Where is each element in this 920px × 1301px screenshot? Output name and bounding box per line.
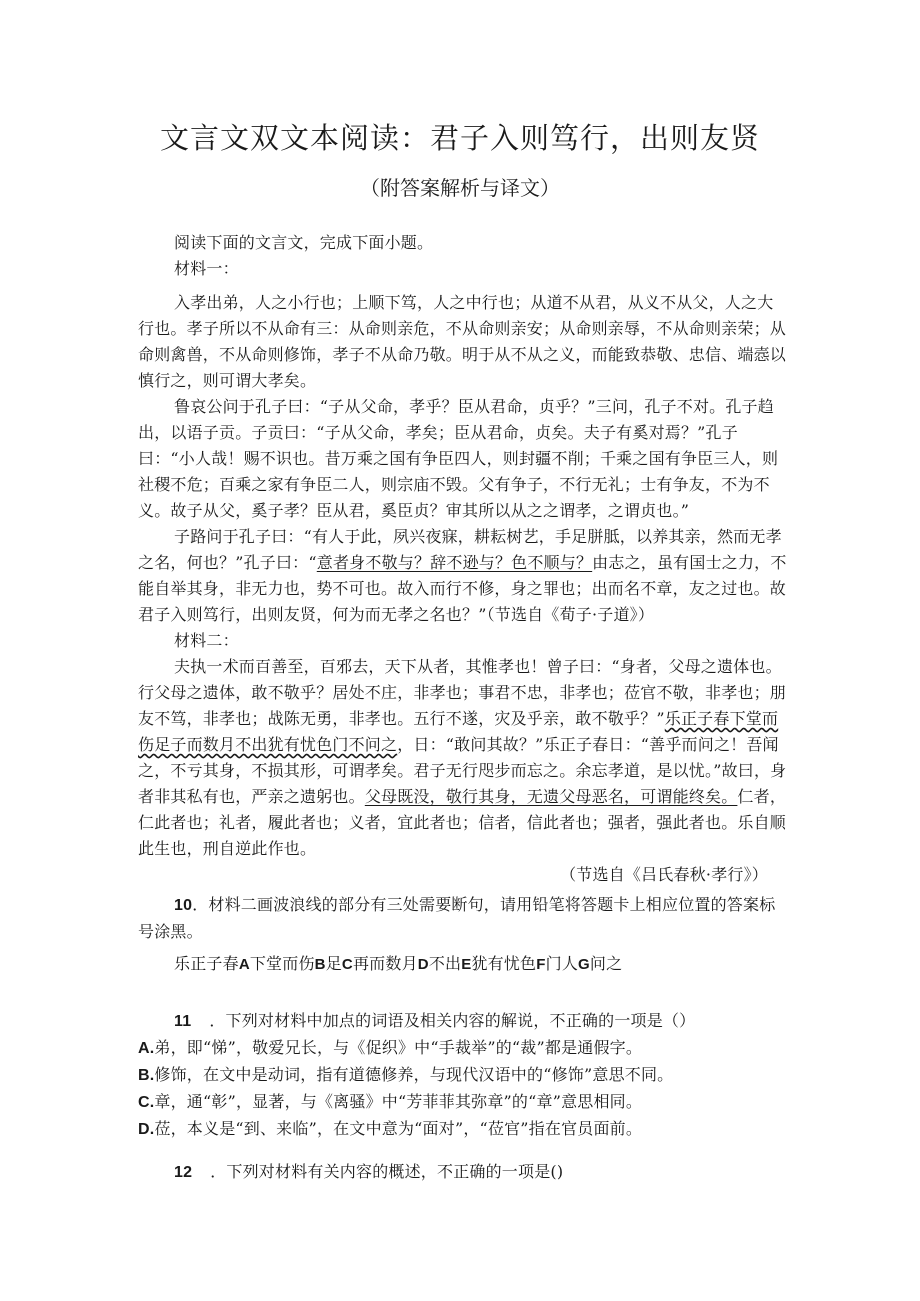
material1-paragraph-1: 入孝出弟，人之小行也；上顺下笃，人之中行也；从道不从君，从义不从父，人之大行也。孝子所以不从命有三：从命则亲危，不从命则亲安；从命则亲辱，不从命则亲荣；从命则禽兽，不从命则修饰，孝子不从命乃敬。明于从不从之义，而能致恭敬、忠信、端悫以慎行之，则可谓大孝矣。: [138, 293, 787, 390]
material2-paragraph-1: [138, 654, 788, 862]
document-title: 文言文双文本阅读：君子入则笃行，出则友贤: [159, 121, 760, 155]
mark-e[interactable]: E: [461, 956, 472, 973]
intro-text: 阅读下面的文言文，完成下面小题。: [174, 233, 434, 252]
seg-1: 乐正子春: [174, 954, 239, 973]
mark-g[interactable]: G: [578, 956, 590, 973]
question-10-text: ．材料二画波浪线的部分有三处需要断句，请用铅笔将答题卡上相应位置的答案标号涂黑。: [138, 895, 776, 941]
question-12: [138, 1159, 788, 1186]
material2-heading: 材料二：: [174, 631, 239, 650]
seg-8: 问之: [589, 954, 623, 973]
material2-p1-wavy-underlined: 乐正子春下堂而伤足子而数月不出犹有忧色门不问之: [138, 709, 779, 754]
material2-p1-text-c: 仁者，仁此者也；礼者，履此者也；义者，宜此者也；信者，信此者也；强者，强此者也。乐自顺此生也，刑自逆此作也。: [138, 787, 787, 858]
question-11-number: 11: [174, 1013, 192, 1030]
mark-c[interactable]: C: [341, 956, 353, 973]
option-c-text: 章，通“彰”，显著，与《离骚》中“芳菲菲其弥章”的“章”意思相同。: [154, 1092, 643, 1111]
seg-7: 门人: [545, 954, 579, 973]
document-subtitle: （附答案解析与译文）: [360, 176, 560, 200]
question-10-sentence: [138, 951, 788, 978]
question-12-number: 12: [174, 1164, 193, 1181]
material2-source: （节选自《吕氏春秋·孝行》）: [560, 865, 768, 884]
seg-5: 不出: [428, 954, 462, 973]
material1-heading: 材料一：: [174, 259, 239, 278]
question-12-text: ．下列对材料有关内容的概述，不正确的一项是(): [210, 1162, 564, 1181]
option-b-text: 修饰，在文中是动词，指有道德修养，与现代汉语中的“修饰”意思不同。: [154, 1065, 674, 1084]
question-11-option-b[interactable]: [138, 1062, 788, 1089]
option-a-label: A.: [138, 1040, 155, 1057]
option-a-text: 弟，即“悌”，敬爱兄长，与《促织》中“手裁举”的“裁”都是通假字。: [154, 1038, 643, 1057]
question-11: [138, 1008, 788, 1035]
material1-p3-underlined: 意者身不敬与？辞不逊与？色不顺与？: [316, 553, 593, 572]
material2-p1-text-b: ，日：“敢问其故？”乐正子春日：“善乎而问之！吾闻之，不亏其身，不损其形，可谓孝矣。君子无行咫步而忘之。余忘孝道，是以忧。”故曰，身者非其私有也，严亲之遗躬也。: [138, 735, 787, 806]
material2-p1-text-a: 夫执一术而百善至，百邪去，天下从者，其惟孝也！曾子曰：“身者，父母之遗体也。行父母之遗体，敢不敬乎？居处不庄，非孝也；事君不忠，非孝也；莅官不敬，非孝也；朋友不笃，非孝也；战陈无勇，非孝也。五行不遂，灾及乎亲，敢不敬乎？”: [138, 657, 787, 728]
mark-f[interactable]: F: [536, 956, 546, 973]
mark-a[interactable]: A: [238, 956, 250, 973]
question-11-option-c[interactable]: [138, 1089, 788, 1116]
seg-3: 足: [325, 954, 342, 973]
question-10: [138, 892, 788, 945]
option-d-text: 莅，本义是“到、来临”，在文中意为“面对”，“莅官”指在官员面前。: [154, 1119, 643, 1138]
seg-2: 下堂而伤: [249, 954, 315, 973]
seg-4: 再而数月: [352, 954, 418, 973]
mark-d[interactable]: D: [417, 956, 429, 973]
material1-p3-text-b: 由志之，虽有国士之力，不能自举其身，非无力也，势不可也。故入而行不修，身之罪也；出而名不章，友之过也。故君子入则笃行，出则友贤，何为而无孝之名也？”（节选自《荀子·子道》）: [138, 553, 787, 624]
question-11-text: ．下列对材料中加点的词语及相关内容的解说，不正确的一项是（）: [209, 1011, 696, 1030]
question-11-option-a[interactable]: [138, 1035, 788, 1062]
option-d-label: D.: [138, 1121, 155, 1138]
material1-paragraph-2: 鲁哀公问于孔子曰：“子从父命，孝乎？臣从君命，贞乎？”三问，孔子不对。孔子趋出，以语子贡。子贡曰：“子从父命，孝矣；臣从君命，贞矣。夫子有奚对焉？”孔子曰：“小人哉！赐不识也。昔万乘之国有争臣四人，则封疆不削；千乘之国有争臣三人，则社稷不危；百乘之家有争臣二人，则宗庙不毁。父有争子，不行无礼；士有争友，不为不义。故子从父，奚子孝？臣从君，奚臣贞？审其所以从之之谓孝，之谓贞也。”: [138, 397, 779, 520]
material2-p1-underlined: 父母既没，敬行其身，无遗父母恶名，可谓能终矣。: [364, 787, 738, 806]
mark-b[interactable]: B: [314, 956, 326, 973]
question-10-number: 10: [174, 897, 193, 914]
material1-paragraph-3: [138, 524, 788, 628]
seg-6: 犹有忧色: [471, 954, 537, 973]
option-b-label: B.: [138, 1067, 155, 1084]
question-11-option-d[interactable]: [138, 1116, 788, 1143]
material1-p3-text-a: 子路问于孔子曰：“有人于此，夙兴夜寐，耕耘树艺，手足胼胝，以养其亲，然而无孝之名，何也？”孔子曰：“: [138, 527, 782, 572]
option-c-label: C.: [138, 1094, 155, 1111]
document-body: [138, 230, 788, 1186]
